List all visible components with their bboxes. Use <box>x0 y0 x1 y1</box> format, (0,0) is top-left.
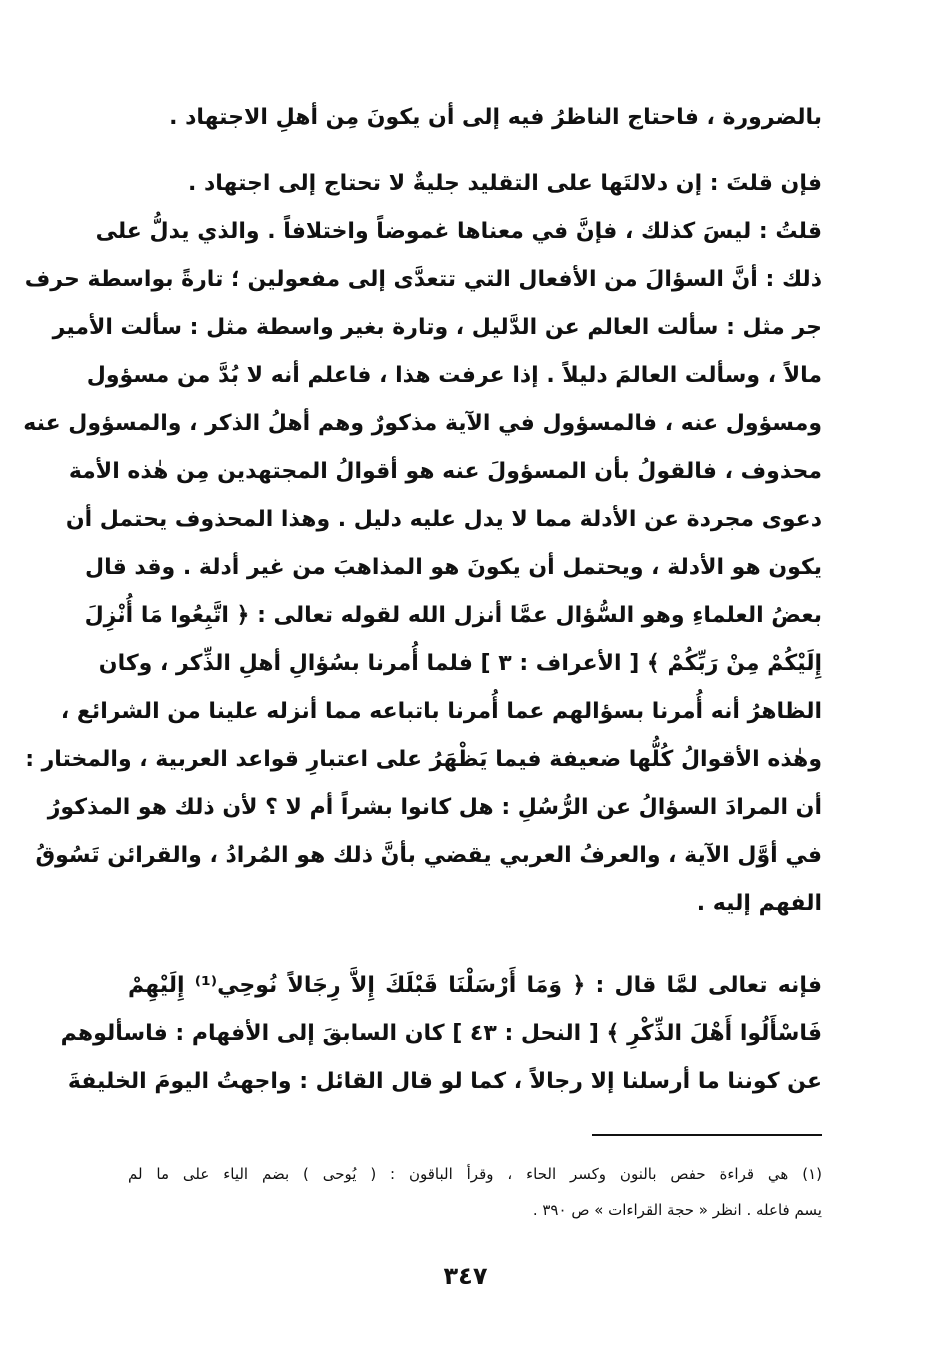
paragraph-3 <box>60 962 822 1106</box>
text-line: أن المرادَ السؤالُ عن الرُّسُلِ : هل كانوا بشراً أم لا ؟ لأن ذلك هو المذكورُ <box>47 795 822 820</box>
text-line: محذوف ، فالقولُ بأن المسؤولَ عنه هو أقوالُ المجتهدين مِن هٰذه الأمة <box>68 459 822 484</box>
text-line: الفهم إليه . <box>696 891 822 916</box>
text-line: في أوَّل الآية ، والعرفُ العربي يقضي بأنَّ ذلك هو المُرادُ ، والقرائن تَسُوقُ <box>35 843 822 868</box>
text-line: بعضُ العلماءِ وهو السُّؤال عمَّا أنزل الله لقوله تعالى : ﴿ اتَّبِعُوا مَا أُنْزِلَ <box>84 603 822 628</box>
text-line: وهٰذه الأقوالُ كُلُّها ضعيفة فيما يَظْهَرُ على اعتبارِ قواعد العربية ، والمختار : <box>25 747 822 772</box>
page-number: ٣٤٧ <box>443 1262 488 1290</box>
text-line: عن كوننا ما أرسلنا إلا رجالاً ، كما لو قال القائل : واجهتُ اليومَ الخليفةَ <box>67 1069 822 1094</box>
text-line: مالاً ، وسألت العالمَ دليلاً . إذا عرفت هذا ، فاعلم أنه لا بُدَّ من مسؤول <box>86 363 822 388</box>
text-line: ومسؤول عنه ، فالمسؤول في الآية مذكورٌ وهم أهلُ الذكر ، والمسؤول عنه <box>23 411 822 436</box>
text-line: جر مثل : سألت العالم عن الدَّليل ، وتارة بغير واسطة مثل : سألت الأمير <box>52 315 822 340</box>
text-line: فإن قلتَ : إن دلالتَها على التقليد جليةٌ لا تحتاج إلى اجتهاد . <box>187 171 822 196</box>
footnote-line: (١) هي قراءة حفص بالنون وكسر الحاء ، وقرأ الباقون : ( يُوحى ) بضم الياء على ما لم <box>128 1165 822 1183</box>
text-line: الظاهرُ أنه أُمرنا بسؤالهم عما أُمرنا باتباعه مما أنزله علينا من الشرائع ، <box>60 699 822 724</box>
text-line: قلتُ : ليسَ كذلك ، فإنَّ في معناها غموضاً واختلافاً . والذي يدلُّ على <box>95 219 822 244</box>
text-line: دعوى مجردة عن الأدلة مما لا يدل عليه دليل . وهذا المحذوف يحتمل أن <box>65 507 822 532</box>
text-line: بالضرورة ، فاحتاج الناظرُ فيه إلى أن يكونَ مِن أهلِ الاجتهاد . <box>169 105 822 130</box>
text-line: فإنه تعالى لمَّا قال : ﴿ وَمَا أَرْسَلْنَا قَبْلَكَ إِلاَّ رِجَالاً نُوحِي⁽¹⁾ إِلَيْهِمْ <box>128 973 822 998</box>
text-line: يكون هو الأدلة ، ويحتمل أن يكونَ هو المذاهبَ من غير أدلة . وقد قال <box>84 555 822 580</box>
footnote-line: يسم فاعله . انظر « حجة القراءات » ص ٣٩٠ . <box>532 1201 822 1219</box>
footnote-separator <box>592 1134 822 1136</box>
paragraph-2 <box>23 160 822 928</box>
text-line: إِلَيْكُمْ مِنْ رَبِّكُمْ ﴾ [ الأعراف : ٣ ] فلما أُمرنا بسُؤالِ أهلِ الذِّكر ، وكان <box>98 651 822 676</box>
text-line: فَاسْأَلُوا أَهْلَ الذِّكْرِ ﴾ [ النحل : ٤٣ ] كان السابقَ إلى الأفهام : فاسألوهم <box>60 1021 822 1046</box>
footnotes <box>128 1156 822 1228</box>
text-line: ذلك : أنَّ السؤالَ من الأفعال التي تتعدَّى إلى مفعولين ؛ تارةً بواسطة حرف <box>24 267 822 292</box>
paragraph-1 <box>128 94 822 142</box>
